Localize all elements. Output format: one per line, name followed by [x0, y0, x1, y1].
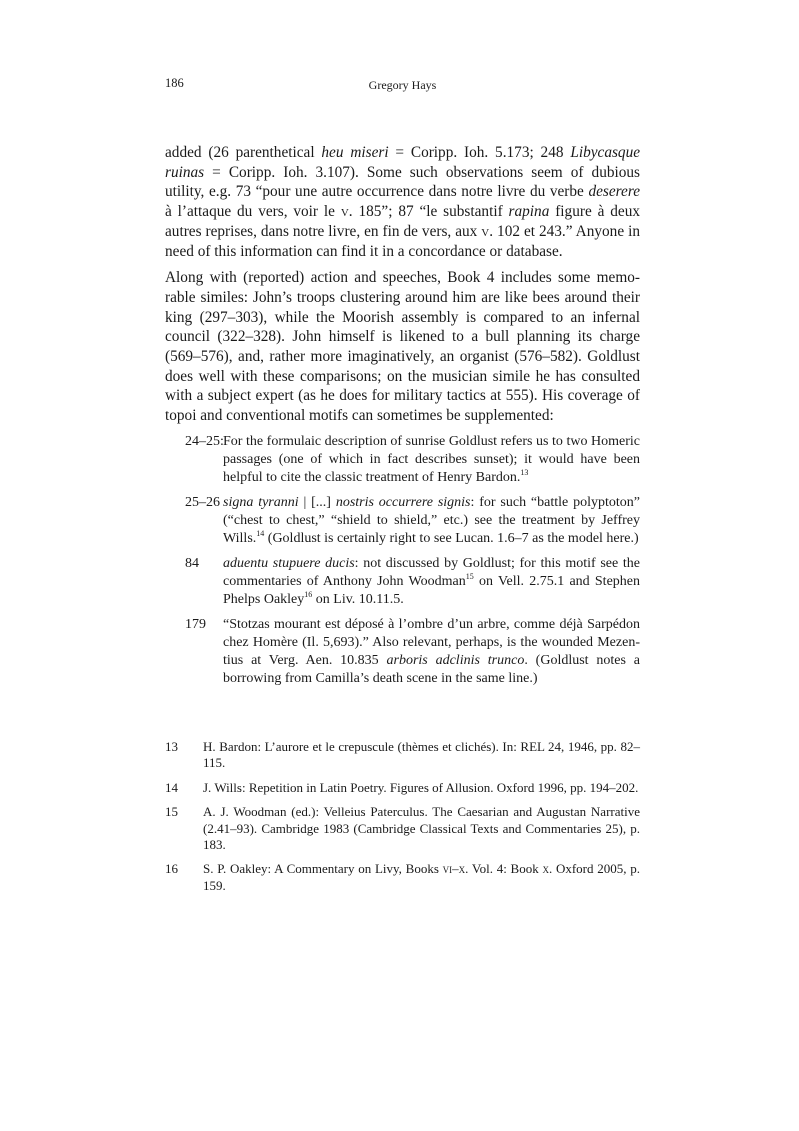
note-179: [185, 616, 640, 689]
small-caps: v: [340, 203, 349, 221]
footnote-ref[interactable]: 13: [520, 468, 529, 478]
line-ref: 84: [185, 555, 199, 571]
footnote-ref[interactable]: 14: [256, 529, 265, 539]
note-text: For the formulaic description of sunrise Goldlust refers us to two Homeric passages (one of which in fact describes sunset); it would have been helpful to cite the classic treatment of Henry Bardon.: [223, 433, 640, 486]
note-text: : for such “battle polyptoton” (“chest to chest,” “shield to shield,” etc.) see the treatment by Jeffrey Wills.: [223, 494, 640, 547]
footnote-text: H. Bardon: L’aurore et le crepuscule (thèmes et clichés). In: REL 24, 1946, pp. 82–115.: [203, 739, 640, 771]
footnote-text: A. J. Woodman (ed.): Velleius Paterculus. The Caesarian and Augustan Narrative (2.41–93). Cambridge 1983 (Cambridge Classical Texts and Commentaries 25), p. 183.: [203, 804, 640, 853]
small-caps: x: [542, 861, 549, 877]
latin-quote: aduentu stupuere ducis: [223, 555, 355, 571]
footnote-text: J. Wills: Repetition in Latin Poetry. Figures of Allusion. Oxford 1996, pp. 194–202.: [203, 779, 639, 795]
footnote-ref[interactable]: 15: [465, 571, 474, 581]
small-caps: vi–x: [442, 861, 466, 877]
note-24-25: [185, 433, 640, 488]
paragraph-2: Along with (reported) action and speeches, Book 4 includes some memorable similes: John’s troops clustering around him are like bees around their king (297–303), while the Moorish assembly is compared to an infernal council (322–328). John himself is likened to a bull planning its charge (569–576), and, rather more imaginatively, an organist (576–582). Goldlust does well with these comparisons; on the musician simile he has consulted with a subject expert (as he does for military tactics at 555). His coverage of topoi and conventional motifs can sometimes be supplemented:: [165, 269, 640, 425]
note-text: (Goldlust is certainly right to see Lucan. 1.6–7 as the model here.): [264, 531, 639, 547]
text: figure à deux autres reprises, dans notre livre, en fin de vers, aux: [165, 203, 641, 240]
note-text: . (Goldlust notes a borrowing from Camilla’s death scene in the same line.): [223, 653, 641, 687]
note-text: on Liv. 10.11.5.: [312, 592, 404, 608]
text: . 185”; 87 “le substantif: [348, 203, 509, 221]
footnote-ref[interactable]: 16: [304, 590, 313, 600]
running-head: Gregory Hays: [368, 78, 437, 92]
latin-quote: arboris adclinis trunco: [386, 653, 525, 669]
page-header: [165, 76, 640, 96]
footnote-15: [165, 804, 640, 853]
text: = Coripp. Ioh. 5.173; 248: [388, 144, 571, 161]
footnote-number: 15: [165, 804, 178, 820]
latin-quote: nostris occurrere signis: [335, 494, 471, 510]
footnote-16: [165, 861, 640, 894]
line-ref: 24–25:: [185, 433, 224, 449]
main-text: [165, 143, 640, 695]
line-ref: 25–26: [185, 494, 220, 510]
latin-quote: signa tyranni: [223, 494, 299, 510]
footnote-text: . Vol. 4: Book: [465, 861, 543, 877]
text: = Coripp. Ioh. 3.107). Some such observations seem of dubious utility, e.g. 73 “pour une autre occurrence dans notre livre du verbe: [165, 163, 640, 201]
footnote-text: S. P. Oakley: A Commentary on Livy, Books: [203, 861, 443, 877]
note-text: : not discussed by Goldlust; for this motif see the commentaries of Anthony John Woodman: [223, 555, 640, 589]
text: à l’attaque du vers, voir le: [165, 203, 341, 221]
line-ref: 179: [185, 616, 206, 632]
latin-quote: heu miseri: [321, 144, 389, 161]
page-number: 186: [165, 76, 184, 90]
text: added (26 parenthetical: [165, 144, 322, 161]
commentary-notes: [165, 433, 640, 689]
latin-quote: Libycasque ruinas: [165, 144, 641, 181]
footnote-number: 16: [165, 861, 178, 877]
footnote-number: 14: [165, 779, 178, 795]
latin-quote: deserere: [588, 183, 640, 201]
text: . 102 et 243.” Anyone in need of this information can find it in a concordance or database.: [165, 222, 640, 260]
latin-quote: rapina: [508, 203, 550, 221]
note-text: “Stotzas mourant est déposé à l’ombre d’un arbre, comme déjà Sarpédon chez Homère (Il. 5,693).” Also relevant, perhaps, is the wounded Mezentius at Verg. Aen. 10.835: [223, 616, 640, 669]
paragraph-1: [165, 143, 640, 261]
footnote-text: . Oxford 2005, p. 159.: [203, 861, 640, 893]
footnote-14: [165, 780, 640, 796]
note-text: | [...]: [298, 494, 336, 510]
note-text: on Vell. 2.75.1 and Stephen Phelps Oakley: [223, 573, 640, 608]
footnote-13: [165, 739, 640, 772]
small-caps: v: [481, 222, 490, 240]
note-84: [185, 555, 640, 610]
note-25-26: [185, 494, 640, 549]
footnote-number: 13: [165, 739, 178, 754]
footnotes: [165, 739, 640, 902]
